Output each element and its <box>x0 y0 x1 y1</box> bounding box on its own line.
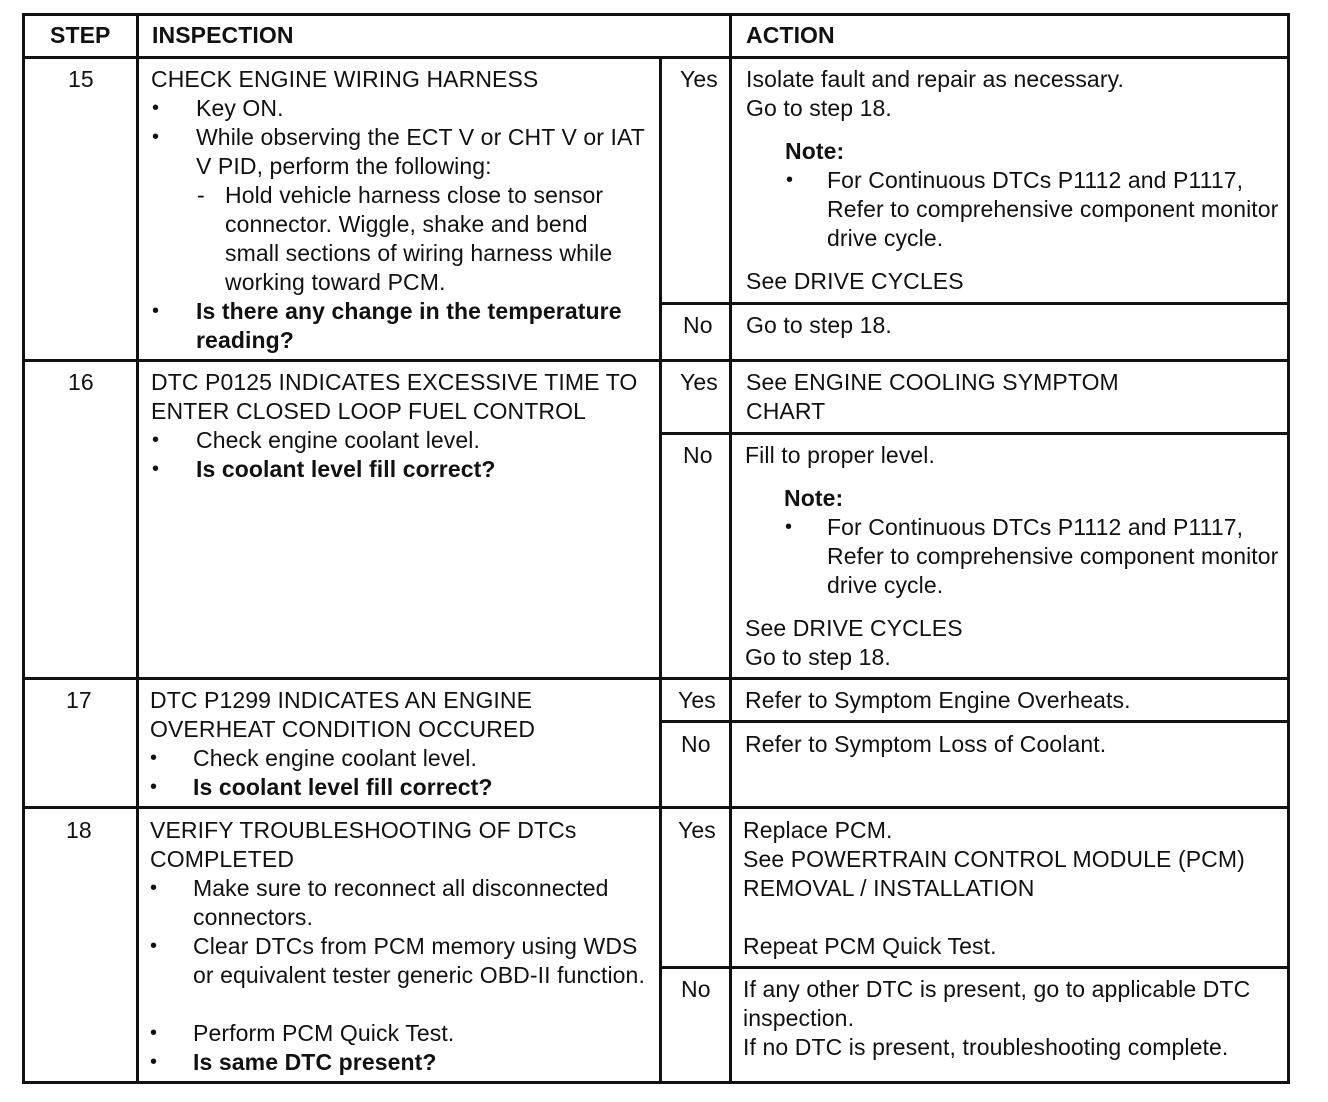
inspection-question: Is there any change in the temperature reading? <box>196 298 622 353</box>
answer-no: No <box>683 312 713 338</box>
header-action: ACTION <box>746 22 835 48</box>
bullet-icon: • <box>150 747 158 769</box>
note-label: Note: <box>784 485 844 511</box>
bullet-icon: • <box>150 935 158 957</box>
bullet-icon: • <box>152 300 160 322</box>
inspection-item: Clear DTCs from PCM memory using WDS or equivalent tester generic OBD-II function. <box>193 933 645 988</box>
action-text: Refer to Symptom Engine Overheats. <box>745 687 1131 713</box>
bullet-icon: • <box>785 516 793 538</box>
note-text: For Continuous DTCs P1112 and P1117, Refer to comprehensive component monitor drive cycle. <box>827 514 1279 598</box>
inspection-question: Is coolant level fill correct? <box>193 774 493 800</box>
action-text: Repeat PCM Quick Test. <box>743 933 997 959</box>
step-title: VERIFY TROUBLESHOOTING OF DTCs COMPLETED <box>150 817 577 872</box>
step-title: DTC P0125 INDICATES EXCESSIVE TIME TO ENTER CLOSED LOOP FUEL CONTROL <box>151 369 638 424</box>
note-label: Note: <box>785 138 845 164</box>
answer-no: No <box>681 731 711 757</box>
answer-divider <box>661 720 1290 723</box>
column-divider <box>659 56 662 1084</box>
inspection-item: Perform PCM Quick Test. <box>193 1020 455 1046</box>
answer-yes: Yes <box>678 817 716 843</box>
answer-yes: Yes <box>678 687 716 713</box>
bullet-icon: • <box>150 776 158 798</box>
action-text: If no DTC is present, troubleshooting complete. <box>743 1034 1229 1060</box>
bullet-icon: • <box>152 126 160 148</box>
inspection-subitem: Hold vehicle harness close to sensor connector. Wiggle, shake and bend small sections of wiring harness while working toward PCM. <box>225 182 613 295</box>
answer-yes: Yes <box>680 66 718 92</box>
step-number: 15 <box>68 66 94 92</box>
bullet-icon: • <box>152 429 160 451</box>
answer-yes: Yes <box>680 369 718 395</box>
step-number: 17 <box>66 687 92 713</box>
inspection-question: Is same DTC present? <box>193 1049 437 1075</box>
inspection-item: Key ON. <box>196 95 284 121</box>
bullet-icon: • <box>150 877 158 899</box>
column-divider <box>136 13 139 1084</box>
inspection-item: Check engine coolant level. <box>196 427 480 453</box>
bullet-icon: • <box>150 1022 158 1044</box>
answer-divider <box>661 966 1290 969</box>
answer-divider <box>661 432 1290 435</box>
row-divider <box>22 359 1290 362</box>
action-text: See ENGINE COOLING SYMPTOM CHART <box>746 369 1119 424</box>
action-text: Fill to proper level. <box>745 442 936 468</box>
answer-no: No <box>681 976 711 1002</box>
action-text: Go to step 18. <box>746 95 892 121</box>
bullet-icon: • <box>152 97 160 119</box>
inspection-question: Is coolant level fill correct? <box>196 456 496 482</box>
table-border-left <box>22 13 25 1084</box>
inspection-item: Check engine coolant level. <box>193 745 477 771</box>
step-title: CHECK ENGINE WIRING HARNESS <box>151 66 539 92</box>
row-divider <box>22 806 1290 809</box>
answer-no: No <box>683 442 713 468</box>
step-number: 18 <box>66 817 92 843</box>
inspection-item: While observing the ECT V or CHT V or IAT V PID, perform the following: <box>196 124 645 179</box>
row-divider <box>22 677 1290 680</box>
step-title: DTC P1299 INDICATES AN ENGINE OVERHEAT CONDITION OCCURED <box>150 687 536 742</box>
action-text: Replace PCM. <box>743 817 893 843</box>
answer-divider <box>661 302 1290 305</box>
header-step: STEP <box>50 22 111 48</box>
header-inspection: INSPECTION <box>152 22 294 48</box>
action-text: Go to step 18. <box>746 312 892 338</box>
table-border-bottom <box>22 1081 1290 1084</box>
action-text: Refer to Symptom Loss of Coolant. <box>745 731 1107 757</box>
inspection-item: Make sure to reconnect all disconnected connectors. <box>193 875 609 930</box>
action-see-link: See DRIVE CYCLES <box>746 268 964 294</box>
dash-icon: - <box>197 182 205 208</box>
step-number: 16 <box>68 369 94 395</box>
header-divider <box>22 56 1290 59</box>
action-text: If any other DTC is present, go to applicable DTC inspection. <box>743 976 1251 1031</box>
bullet-icon: • <box>152 458 160 480</box>
action-see-link: See DRIVE CYCLES <box>745 615 963 641</box>
action-see-link: See POWERTRAIN CONTROL MODULE (PCM) REMOVAL / INSTALLATION <box>743 846 1245 901</box>
table-border-right <box>1287 13 1290 1084</box>
note-text: For Continuous DTCs P1112 and P1117, Refer to comprehensive component monitor drive cycle. <box>827 167 1279 251</box>
action-text: Isolate fault and repair as necessary. <box>746 66 1124 92</box>
bullet-icon: • <box>150 1051 158 1073</box>
bullet-icon: • <box>786 169 794 191</box>
action-text: Go to step 18. <box>745 644 891 670</box>
column-divider <box>729 13 732 1084</box>
table-border-top <box>22 13 1290 16</box>
